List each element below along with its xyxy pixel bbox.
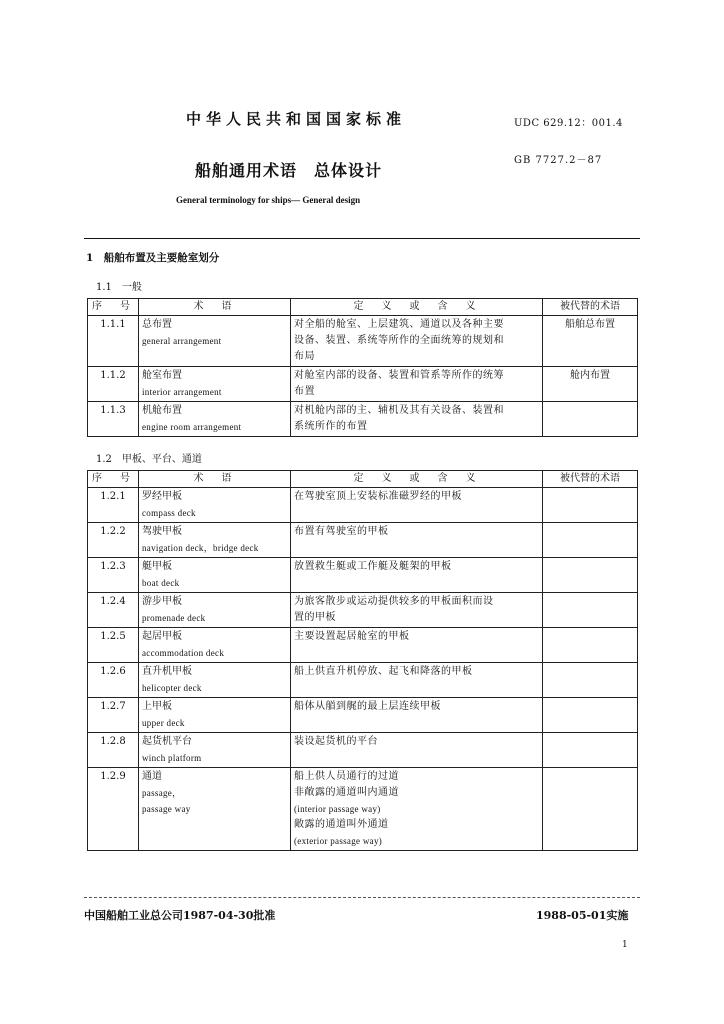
definition-line: 布局 — [294, 351, 315, 362]
table-row — [88, 768, 638, 851]
header-definition: 定 义 或 含 义 — [291, 471, 543, 488]
term-cn: 起货机平台 — [142, 736, 192, 747]
term-en: boat deck — [142, 578, 180, 588]
row-no: 1.2.7 — [88, 698, 139, 733]
row-term — [139, 558, 291, 593]
row-definition — [291, 488, 543, 523]
row-no: 1.2.6 — [88, 663, 139, 698]
term-en: promenade deck — [142, 613, 206, 623]
definition-line: 船上供人员通行的过道 — [294, 771, 399, 782]
definition-line: 主要设置起居舱室的甲板 — [294, 631, 410, 642]
term-cn: 艇甲板 — [142, 561, 172, 572]
term-cn: 起居甲板 — [142, 631, 182, 642]
row-replaced-term — [543, 488, 638, 523]
header-rule — [84, 238, 640, 239]
definition-line: 在驾驶室顶上安装标准磁罗经的甲板 — [294, 491, 462, 502]
standard-name: 中华人民共和国国家标准 — [186, 110, 407, 128]
term-en: general arrangement — [142, 336, 222, 346]
row-definition — [291, 402, 543, 437]
approval-note: 中国船舶工业总公司1987-04-30批准 — [84, 909, 276, 922]
definition-line: 系统所作的布置 — [294, 421, 368, 432]
table-row — [88, 367, 638, 402]
definition-line: 对机舱内部的主、辅机及其有关设备、装置和 — [294, 405, 504, 416]
definition-line: 布置 — [294, 386, 315, 397]
definition-line: 对全船的舱室、上层建筑、通道以及各种主要 — [294, 319, 504, 330]
row-term — [139, 523, 291, 558]
table-row — [88, 698, 638, 733]
row-term — [139, 768, 291, 851]
row-replaced-term — [543, 733, 638, 768]
definition-line: 放置救生艇或工作艇及艇架的甲板 — [294, 561, 452, 572]
page-number: 1 — [622, 940, 628, 950]
footer-rule — [84, 897, 640, 898]
row-definition — [291, 663, 543, 698]
row-definition — [291, 768, 543, 851]
row-definition — [291, 593, 543, 628]
term-cn: 驾驶甲板 — [142, 526, 182, 537]
subsection-1-2-heading: 1.2 甲板、平台、通道 — [96, 454, 202, 465]
table-row — [88, 593, 638, 628]
row-no: 1.2.9 — [88, 768, 139, 851]
term-cn: 总布置 — [142, 319, 172, 330]
term-en: navigation deck，bridge deck — [142, 543, 259, 553]
term-en: accommodation deck — [142, 648, 225, 658]
term-en: winch platform — [142, 753, 202, 763]
header-replaced-term: 被代替的术语 — [543, 299, 638, 316]
row-no: 1.2.1 — [88, 488, 139, 523]
row-definition — [291, 316, 543, 367]
table-header-row — [88, 471, 638, 488]
table-row — [88, 316, 638, 367]
table-row — [88, 628, 638, 663]
definition-line: 布置有驾驶室的甲板 — [294, 526, 389, 537]
definition-line: 敞露的通道叫外通道 — [294, 819, 389, 830]
table-row — [88, 663, 638, 698]
table-row — [88, 488, 638, 523]
section-1-heading: 1 船舶布置及主要舱室划分 — [86, 252, 220, 264]
header-no: 序 号 — [88, 471, 139, 488]
row-replaced-term — [543, 768, 638, 851]
definition-line: 装设起货机的平台 — [294, 736, 378, 747]
term-cn: 直升机甲板 — [142, 666, 192, 677]
term-cn: 通道 — [142, 771, 162, 782]
row-term — [139, 593, 291, 628]
row-replaced-term — [543, 593, 638, 628]
term-cn: 机舱布置 — [142, 405, 182, 416]
table-row — [88, 733, 638, 768]
subsection-1-1-heading: 1.1 一般 — [96, 282, 142, 293]
row-no: 1.2.3 — [88, 558, 139, 593]
row-term — [139, 628, 291, 663]
row-no: 1.2.8 — [88, 733, 139, 768]
term-en: passage， — [142, 788, 182, 798]
row-definition — [291, 733, 543, 768]
header-no: 序 号 — [88, 299, 139, 316]
document-title-english: General terminology for ships— General design — [176, 195, 361, 205]
row-term — [139, 488, 291, 523]
gb-code: GB 7727.2－87 — [514, 155, 603, 166]
row-replaced-term — [543, 558, 638, 593]
row-replaced-term: 舱内布置 — [543, 367, 638, 402]
table-row — [88, 402, 638, 437]
row-definition — [291, 558, 543, 593]
row-term — [139, 663, 291, 698]
term-en: interior arrangement — [142, 387, 222, 397]
term-cn: 罗经甲板 — [142, 491, 182, 502]
row-term — [139, 316, 291, 367]
row-replaced-term — [543, 402, 638, 437]
row-replaced-term — [543, 663, 638, 698]
terms-table-1-1 — [87, 298, 638, 437]
row-no: 1.1.1 — [88, 316, 139, 367]
definition-line: 船上供直升机停放、起飞和降落的甲板 — [294, 666, 473, 677]
row-replaced-term — [543, 523, 638, 558]
header-replaced-term: 被代替的术语 — [543, 471, 638, 488]
header-term: 术 语 — [139, 299, 291, 316]
row-term — [139, 402, 291, 437]
row-replaced-term — [543, 628, 638, 663]
definition-line: (exterior passage way) — [294, 836, 383, 846]
row-replaced-term: 船舶总布置 — [543, 316, 638, 367]
definition-line: 为旅客散步或运动提供较多的甲板面积而设 — [294, 596, 494, 607]
table-row — [88, 558, 638, 593]
term-en: compass deck — [142, 508, 196, 518]
definition-line: 对舱室内部的设备、装置和管系等所作的统筹 — [294, 370, 504, 381]
udc-code: UDC 629.12：001.4 — [514, 118, 623, 129]
definition-line: 置的甲板 — [294, 612, 336, 623]
definition-line: 船体从艏到艉的最上层连续甲板 — [294, 701, 441, 712]
term-en: upper deck — [142, 718, 185, 728]
term-cn: 游步甲板 — [142, 596, 182, 607]
row-no: 1.1.3 — [88, 402, 139, 437]
term-cn: 舱室布置 — [142, 370, 182, 381]
effective-date: 1988-05-01实施 — [536, 909, 629, 922]
row-term — [139, 733, 291, 768]
terms-table-1-2 — [87, 470, 638, 851]
header-definition: 定 义 或 含 义 — [291, 299, 543, 316]
row-no: 1.2.2 — [88, 523, 139, 558]
term-en: engine room arrangement — [142, 422, 242, 432]
row-no: 1.1.2 — [88, 367, 139, 402]
document-title: 船舶通用术语 总体设计 — [195, 161, 383, 180]
term-en: helicopter deck — [142, 683, 202, 693]
definition-line: (interior passage way) — [294, 804, 381, 814]
row-definition — [291, 628, 543, 663]
row-no: 1.2.5 — [88, 628, 139, 663]
row-term — [139, 367, 291, 402]
table-row — [88, 523, 638, 558]
row-no: 1.2.4 — [88, 593, 139, 628]
header-term: 术 语 — [139, 471, 291, 488]
table-header-row — [88, 299, 638, 316]
row-definition — [291, 523, 543, 558]
row-definition — [291, 698, 543, 733]
term-en: passage way — [142, 804, 191, 814]
row-definition — [291, 367, 543, 402]
term-cn: 上甲板 — [142, 701, 172, 712]
row-term — [139, 698, 291, 733]
definition-line: 非敞露的通道叫内通道 — [294, 787, 399, 798]
definition-line: 设备、装置、系统等所作的全面统筹的规划和 — [294, 335, 504, 346]
row-replaced-term — [543, 698, 638, 733]
